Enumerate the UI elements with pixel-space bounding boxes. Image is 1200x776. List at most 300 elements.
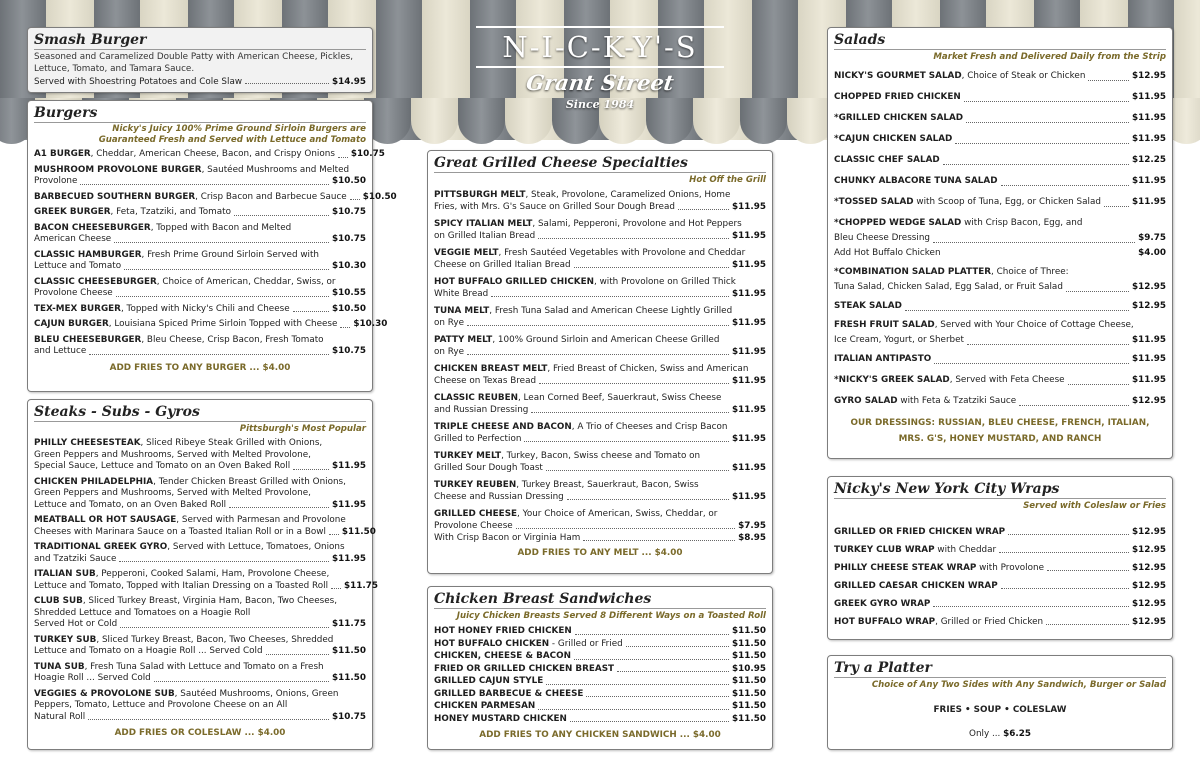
item-name: *CAJUN CHICKEN SALAD (834, 134, 953, 144)
item-line (34, 619, 366, 631)
item-name: ITALIAN ANTIPASTO (834, 354, 932, 364)
item-name: GREEK BURGER (34, 207, 111, 217)
item-name: SPICY ITALIAN MELT (434, 219, 533, 229)
item-description: Add Hot Buffalo Chicken (834, 248, 941, 258)
item-description: with Scoop of Tuna, Egg, or Chicken Salad (913, 197, 1101, 207)
dot-leader (575, 634, 729, 635)
logo-rule (476, 26, 724, 28)
item-description: Peppers, Tomato, Lettuce and Provolone Cheese on an All (34, 700, 288, 710)
item-description: Tuna Salad, Chicken Salad, Egg Salad, or Fruit Salad (834, 282, 1063, 292)
dot-leader (1068, 384, 1129, 385)
item-description: with Cheddar (934, 545, 997, 555)
item-text (834, 373, 1065, 388)
item-line (434, 288, 766, 300)
item-price: $11.95 (1132, 197, 1166, 207)
dot-leader (934, 363, 1129, 364)
item-text (834, 132, 952, 147)
burgers-panel (27, 100, 397, 392)
item-description: with Crisp Bacon, Egg, and (961, 218, 1083, 228)
item-name: FRESH FRUIT SALAD (834, 320, 935, 330)
item-line (34, 500, 366, 512)
chicken-sandwich-panel (427, 586, 773, 750)
dot-leader (116, 296, 329, 297)
item-price: $12.95 (1132, 581, 1166, 591)
item-name: HOT BUFFALO GRILLED CHICKEN (434, 277, 594, 287)
dot-leader (329, 534, 339, 535)
dot-leader (467, 325, 729, 326)
item-description: Fries, with Mrs. G's Sauce on Grilled Sour Dough Bread (434, 202, 675, 212)
item-name: HOT BUFFALO WRAP (834, 617, 936, 627)
item-line (434, 392, 766, 404)
menu-item (434, 363, 766, 387)
item-name: TEX-MEX BURGER (34, 303, 121, 314)
item-price: $8.95 (738, 533, 766, 543)
item-description: , Your Choice of American, Swiss, Cheddar, or (517, 509, 718, 519)
dot-leader (229, 507, 329, 508)
item-text (834, 174, 998, 189)
item-name: *NICKY'S GREEK SALAD (834, 375, 950, 385)
item-name: PATTY MELT (434, 335, 493, 345)
item-name: TURKEY SUB (34, 634, 97, 645)
item-line (434, 334, 766, 346)
item-line (34, 712, 366, 724)
platter-only-label: Only ... (969, 729, 1001, 739)
dot-leader (350, 199, 360, 200)
menu-item (834, 394, 1166, 409)
item-price: $11.95 (732, 231, 766, 241)
item-price: $11.95 (1132, 354, 1166, 364)
item-line (34, 689, 366, 701)
platter-price-line (834, 729, 1166, 739)
item-name: TUNA MELT (434, 306, 490, 316)
item-description: , Cheddar, American Cheese, Bacon, and Crispy Onions (90, 149, 335, 159)
item-line (434, 433, 766, 445)
dot-leader (293, 469, 329, 470)
item-description: Special Sauce, Lettuce and Tomato on an Oven Baked Roll (34, 461, 291, 471)
item-price: $11.95 (732, 434, 766, 444)
item-line (434, 346, 766, 358)
dot-leader (1001, 588, 1129, 589)
dot-leader (567, 499, 729, 500)
item-text (34, 192, 347, 204)
item-line (34, 526, 376, 539)
item-text (434, 638, 623, 651)
item-line (34, 673, 366, 685)
item-name: GRILLED BARBECUE & CHEESE (434, 688, 584, 699)
menu-item (34, 542, 366, 565)
item-text (834, 90, 961, 105)
item-price: $11.95 (732, 376, 766, 386)
item-price: $11.75 (332, 619, 366, 629)
section-title: Steaks - Subs - Gyros (34, 404, 366, 422)
item-line (434, 404, 766, 416)
dot-leader (120, 627, 329, 628)
wraps-panel (827, 476, 1173, 640)
item-description: , Sautéed Mushrooms and Melted (201, 164, 350, 175)
menu-item (834, 616, 1166, 628)
dot-leader (546, 470, 729, 471)
item-price: $11.95 (332, 461, 366, 471)
item-description: American Cheese (34, 234, 112, 244)
dot-leader (539, 383, 729, 384)
dot-leader (586, 696, 729, 697)
item-description: , Fresh Prime Ground Sirloin Served with (141, 249, 320, 260)
item-name: *GRILLED CHICKEN SALAD (834, 113, 964, 123)
subtitle-line: Guaranteed Fresh and Served with Lettuce and Tomato (98, 135, 366, 145)
menu-item (834, 544, 1166, 556)
item-description: Cheeses with Marinara Sauce on a Toasted Italian Roll or in a Bowl (34, 526, 326, 537)
item-line (34, 438, 366, 450)
item-line (34, 635, 366, 647)
item-price: $12.95 (1132, 71, 1166, 81)
dot-leader (531, 412, 729, 413)
item-price: $11.50 (332, 646, 366, 656)
menu-item (34, 207, 366, 219)
item-price: $11.95 (1132, 335, 1166, 345)
item-price: $10.75 (332, 711, 366, 722)
dot-leader (955, 143, 1129, 144)
section-footer: ADD FRIES OR COLESLAW ... $4.00 (114, 728, 286, 738)
item-description: , with Provolone on Grilled Thick (594, 277, 736, 287)
item-price: $10.50 (332, 303, 366, 314)
item-price: $11.50 (332, 673, 366, 683)
dot-leader (340, 327, 350, 328)
item-description: , Pepperoni, Cooked Salami, Ham, Provolone Cheese, (95, 569, 330, 579)
item-name: BLEU CHEESEBURGER (34, 334, 142, 345)
item-line (434, 375, 766, 387)
item-description: , Sliced Ribeye Steak Grilled with Onions, (140, 438, 323, 448)
item-price: $10.30 (332, 261, 366, 271)
item-line (434, 305, 766, 317)
item-name: CLASSIC CHEESEBURGER (34, 276, 157, 287)
chicken-list (434, 625, 766, 725)
menu-item (34, 689, 366, 724)
item-name: *TOSSED SALAD (834, 197, 914, 207)
item-description: on Rye (434, 318, 465, 328)
item-line (34, 580, 378, 593)
item-description: , Served with Lettuce, Tomatoes, Onions (167, 542, 345, 552)
item-description: White Bread (434, 289, 489, 299)
item-price: $12.95 (1132, 301, 1166, 311)
item-price: $12.25 (1132, 155, 1166, 165)
item-price: $11.95 (732, 347, 766, 357)
item-description: , Tender Chicken Breast Grilled with Onions, (153, 476, 346, 487)
item-description: Cheese on Texas Bread (434, 376, 537, 386)
item-price: $11.75 (344, 580, 378, 591)
item-description: , Served with Your Choice of Cottage Cheese, (934, 320, 1134, 330)
item-description: Seasoned and Caramelized Double Patty with American Cheese, Pickles, Lettuce, Tomato, and Tamara Sauce. (34, 52, 354, 74)
salads-panel (827, 27, 1173, 459)
item-description: , Crisp Bacon and Barbecue Sauce (195, 191, 347, 202)
item-line (434, 462, 766, 474)
section-title: Nicky's New York City Wraps (834, 481, 1166, 499)
menu-item (434, 700, 766, 713)
item-price: $11.50 (341, 526, 376, 537)
item-description: , Served with Parmesan and Provolone (176, 515, 346, 525)
menu-item (434, 638, 766, 651)
item-description: with Feta & Tzatziki Sauce (897, 396, 1017, 406)
item-line (34, 569, 366, 581)
item-line (434, 218, 766, 230)
item-description: , Bleu Cheese, Crisp Bacon, Fresh Tomato (141, 334, 324, 345)
item-line (434, 247, 766, 259)
smash-burger-panel (27, 27, 373, 93)
item-name: GRILLED CAESAR CHICKEN WRAP (834, 581, 998, 591)
item-name: HONEY MUSTARD CHICKEN (434, 713, 567, 724)
item-text (834, 153, 940, 168)
menu-item (434, 334, 766, 358)
menu-item (34, 165, 366, 188)
salad-list-more (834, 352, 1166, 409)
menu-item (34, 438, 366, 473)
item-price: $4.00 (1138, 248, 1166, 258)
menu-item (434, 650, 766, 663)
item-name: ITALIAN SUB (34, 569, 96, 579)
logo-name: N-I-C-K-Y'-S (502, 30, 698, 64)
item-price: $10.30 (353, 319, 388, 329)
section-title: Chicken Breast Sandwiches (434, 591, 766, 609)
item-line (34, 515, 366, 527)
dot-leader (546, 684, 729, 685)
menu-item (434, 479, 766, 503)
dot-leader (1019, 405, 1129, 406)
item-line (34, 165, 366, 177)
item-line (434, 491, 766, 503)
section-subtitle: Market Fresh and Delivered Daily from the Strip (933, 52, 1166, 62)
item-name: PHILLY CHEESESTEAK (34, 438, 141, 448)
item-description: Green Peppers and Mushrooms, Served with Melted Provolone, (34, 449, 311, 460)
dot-leader (943, 164, 1129, 165)
item-price: $11.95 (732, 492, 766, 502)
item-price: $11.50 (732, 688, 766, 699)
menu-item (34, 515, 376, 538)
item-name: CAJUN BURGER (34, 319, 109, 329)
menu-item (834, 195, 1166, 210)
item-price: $11.95 (332, 499, 366, 510)
item-line (434, 201, 766, 213)
item-line (434, 421, 766, 433)
item-text (834, 352, 931, 367)
item-price: $11.95 (732, 463, 766, 473)
item-line (34, 662, 366, 674)
item-line (434, 189, 766, 201)
dot-leader (538, 709, 729, 710)
menu-item (34, 477, 366, 512)
item-text (34, 149, 335, 161)
section-subtitle: Juicy Chicken Breasts Served 8 Different Ways on a Toasted Roll (456, 611, 766, 621)
item-description: , Sliced Turkey Breast, Bacon, Two Cheeses, Shredded (96, 634, 334, 645)
steaks-panel (27, 399, 378, 750)
dot-leader (467, 354, 729, 355)
menu-item (834, 562, 1166, 574)
item-line (34, 596, 366, 608)
item-price: $11.50 (732, 701, 766, 711)
item-line (34, 176, 366, 188)
dot-leader (154, 681, 329, 682)
item-name: CLASSIC REUBEN (434, 393, 518, 403)
wrap-list (834, 526, 1166, 628)
item-description: on Rye (434, 347, 465, 357)
menu-item (834, 580, 1166, 592)
item-name: GYRO SALAD (834, 396, 898, 406)
item-description: , Sliced Turkey Breast, Virginia Ham, Bacon, Two Cheeses, (82, 596, 337, 606)
item-description: with Provolone (976, 563, 1044, 573)
dot-leader (80, 184, 329, 185)
item-text (834, 394, 1016, 409)
item-description: and Lettuce (34, 346, 87, 356)
item-description: Ice Cream, Yogurt, or Sherbet (834, 335, 965, 345)
item-line (34, 646, 366, 658)
dot-leader (331, 588, 341, 589)
item-description: Grilled to Perfection (434, 434, 522, 444)
dressings-line: MRS. G'S, HONEY MUSTARD, AND RANCH (898, 434, 1102, 444)
item-description: Provolone Cheese (34, 288, 113, 298)
menu-item (34, 319, 388, 331)
item-line (434, 259, 766, 271)
section-footer: ADD FRIES TO ANY CHICKEN SANDWICH ... $4.00 (479, 730, 721, 740)
item-text (434, 688, 583, 701)
item-name: MEATBALL OR HOT SAUSAGE (34, 515, 177, 525)
item-description: Grilled Sour Dough Toast (434, 463, 543, 473)
item-price: $11.95 (732, 260, 766, 270)
item-line (34, 261, 366, 273)
item-name: TURKEY REUBEN (434, 480, 517, 490)
section-subtitle: Choice of Any Two Sides with Any Sandwich, Burger or Salad (871, 680, 1166, 690)
item-line (34, 542, 366, 554)
menu-item (34, 223, 366, 246)
item-line (34, 346, 366, 358)
dot-leader (583, 540, 735, 541)
item-description: Natural Roll (34, 711, 86, 722)
dot-leader (119, 561, 329, 562)
item-price: $10.55 (332, 288, 366, 298)
dot-leader (1047, 570, 1129, 571)
item-line (434, 230, 766, 242)
item-price: $11.50 (732, 676, 766, 686)
item-description: , Steak, Provolone, Caramelized Onions, Home (525, 190, 731, 200)
item-description: Hoagie Roll ... Served Cold (34, 673, 151, 683)
item-line (434, 317, 766, 329)
item-price: $10.75 (332, 207, 366, 217)
dot-leader (1001, 185, 1130, 186)
item-price: $10.75 (332, 346, 366, 356)
item-name: *COMBINATION SALAD PLATTER (834, 267, 992, 277)
menu-item (434, 663, 766, 676)
dot-leader (626, 646, 729, 647)
item-description: , Choice of Three: (991, 267, 1069, 277)
menu-item (834, 299, 1166, 314)
item-text (434, 663, 614, 676)
item-price: $6.25 (1003, 729, 1031, 739)
item-name: CHICKEN BREAST MELT (434, 364, 548, 374)
platter-sides: FRIES • SOUP • COLESLAW (933, 705, 1067, 715)
restaurant-logo (470, 24, 730, 111)
dot-leader (245, 83, 329, 84)
platter-panel (827, 655, 1173, 750)
item-price: $11.50 (732, 638, 766, 649)
item-price: $10.75 (332, 234, 366, 244)
item-description: Provolone (34, 176, 78, 186)
item-description: Lettuce and Tomato, on an Oven Baked Roll (34, 499, 227, 510)
item-text (834, 562, 1044, 574)
item-description: , Served with Feta Cheese (949, 375, 1065, 385)
menu-item (434, 508, 766, 544)
item-description: , Salami, Pepperoni, Provolone and Hot Peppers (532, 219, 742, 229)
dot-leader (967, 344, 1129, 345)
item-name: CHICKEN PHILADELPHIA (34, 476, 154, 487)
item-line (34, 207, 366, 219)
menu-item (434, 713, 766, 726)
menu-item (34, 304, 366, 316)
item-name: VEGGIE MELT (434, 248, 499, 258)
dot-leader (574, 659, 729, 660)
awning-scallop (411, 98, 458, 144)
item-line (34, 250, 366, 262)
item-price: $10.75 (350, 149, 385, 159)
item-price: $12.95 (1132, 617, 1166, 627)
burger-list (34, 149, 397, 358)
item-line (34, 461, 366, 473)
menu-item (434, 450, 766, 474)
menu-item (834, 174, 1166, 189)
section-title: Salads (834, 32, 1166, 50)
salad-list (834, 69, 1166, 210)
item-description: Lettuce and Tomato (34, 261, 122, 271)
item-line (434, 479, 766, 491)
item-price: $10.50 (362, 191, 397, 202)
item-price: $11.95 (1132, 375, 1166, 385)
item-price: $12.95 (1132, 396, 1166, 406)
item-line (34, 288, 366, 300)
item-text (434, 625, 572, 638)
item-description: Provolone Cheese (434, 521, 513, 531)
item-name: GRILLED OR FRIED CHICKEN WRAP (834, 527, 1006, 537)
menu-item (834, 69, 1166, 84)
item-name: CLASSIC CHEF SALAD (834, 155, 940, 165)
menu-item (434, 276, 766, 300)
menu-item (434, 688, 766, 701)
dot-leader (266, 654, 329, 655)
item-text (834, 616, 1043, 628)
dot-leader (570, 721, 729, 722)
item-text (834, 195, 1101, 210)
item-description: , Feta, Tzatziki, and Tomato (110, 207, 231, 217)
item-name: GREEK GYRO WRAP (834, 599, 931, 609)
dot-leader (234, 215, 329, 216)
item-description: Shredded Lettuce and Tomatoes on a Hoagie Roll (34, 607, 251, 618)
item-name: HOT HONEY FRIED CHICKEN (434, 626, 572, 636)
item-name: CLASSIC HAMBURGER (34, 249, 142, 260)
dot-leader (1008, 534, 1129, 535)
dot-leader (966, 122, 1129, 123)
menu-item (434, 218, 766, 242)
item-line (34, 477, 366, 489)
dot-leader (89, 354, 329, 355)
menu-item (834, 526, 1166, 538)
dot-leader (1104, 206, 1129, 207)
menu-item (34, 149, 385, 161)
item-price: $12.95 (1132, 282, 1166, 292)
item-description: , Grilled or Fried Chicken (935, 617, 1044, 627)
item-text (434, 675, 543, 688)
item-text (434, 713, 567, 726)
item-description: Bleu Cheese Dressing (834, 233, 930, 243)
item-text (834, 69, 1085, 84)
item-line (34, 304, 366, 316)
item-line (34, 554, 366, 566)
menu-item (834, 132, 1166, 147)
menu-item (834, 352, 1166, 367)
